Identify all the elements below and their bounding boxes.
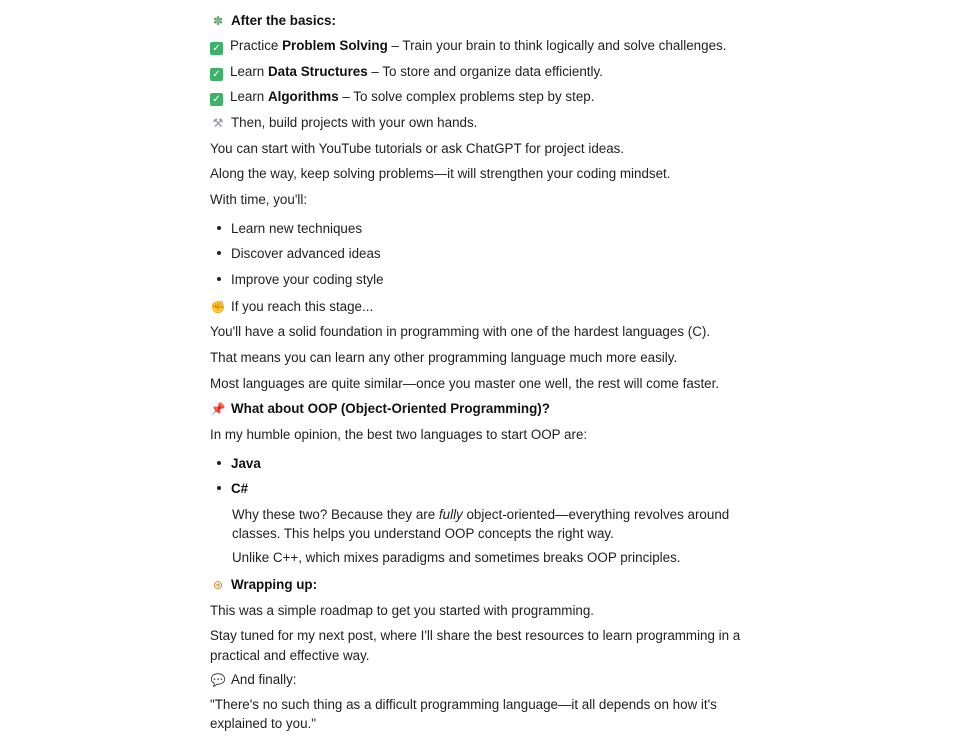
wrapping-heading: ⊛ Wrapping up: <box>210 575 317 595</box>
paragraph: You can start with YouTube tutorials or ask ChatGPT for project ideas. <box>210 141 625 156</box>
list-item: Discover advanced ideas <box>217 244 381 264</box>
puzzle-icon: ✽ <box>212 14 224 28</box>
speech-balloon-icon: 💬 <box>210 673 226 687</box>
pushpin-icon: 📌 <box>210 402 226 416</box>
paragraph: Unlike C++, which mixes paradigms and sometimes breaks OOP principles. <box>232 550 681 565</box>
why-paragraph: Why these two? Because they are fully object-oriented—everything revolves around classes. This helps you understand OOP concepts the right way. <box>232 507 730 541</box>
paragraph: With time, you'll: <box>210 192 308 207</box>
paragraph: That means you can learn any other programming language much more easily. <box>210 350 678 365</box>
check-mark-icon: ✓ <box>210 93 223 106</box>
list-item: Improve your coding style <box>217 270 384 290</box>
closing-quote: "There's no such thing as a difficult programming language—it all depends on how it's explained to you." <box>210 697 717 731</box>
list-item: ✓ Practice Problem Solving – Train your brain to think logically and solve challenges. <box>210 36 726 56</box>
after-basics-heading: ✽ After the basics: <box>210 11 336 31</box>
list-item: Java <box>217 454 261 474</box>
paragraph: Most languages are quite similar—once you master one well, the rest will come faster. <box>210 376 720 391</box>
list-item: ✓ Learn Data Structures – To store and organize data efficiently. <box>210 62 603 82</box>
paragraph: This was a simple roadmap to get you started with programming. <box>210 603 595 618</box>
tools-icon: ⚒ <box>212 116 224 130</box>
build-line: ⚒ Then, build projects with your own hands. <box>210 113 477 133</box>
paragraph: In my humble opinion, the best two languages to start OOP are: <box>210 427 588 442</box>
paragraph: Along the way, keep solving problems—it will strengthen your coding mindset. <box>210 166 671 181</box>
list-item: Learn new techniques <box>217 219 362 239</box>
paragraph: Stay tuned for my next post, where I'll share the best resources to learn programming in a practical and effective way. <box>210 628 741 663</box>
paragraph: You'll have a solid foundation in programming with one of the hardest languages (C). <box>210 324 711 339</box>
list-item: C# <box>217 479 248 499</box>
check-mark-icon: ✓ <box>210 42 223 55</box>
reach-line: ✊ If you reach this stage... <box>210 297 373 317</box>
list-item: ✓ Learn Algorithms – To solve complex problems step by step. <box>210 87 594 107</box>
flexed-biceps-icon: ✊ <box>210 300 226 314</box>
oop-heading: 📌 What about OOP (Object-Oriented Programming)? <box>210 399 550 419</box>
finally-line: 💬 And finally: <box>210 670 297 690</box>
check-mark-icon: ✓ <box>210 68 223 81</box>
compass-icon: ⊛ <box>212 578 224 592</box>
